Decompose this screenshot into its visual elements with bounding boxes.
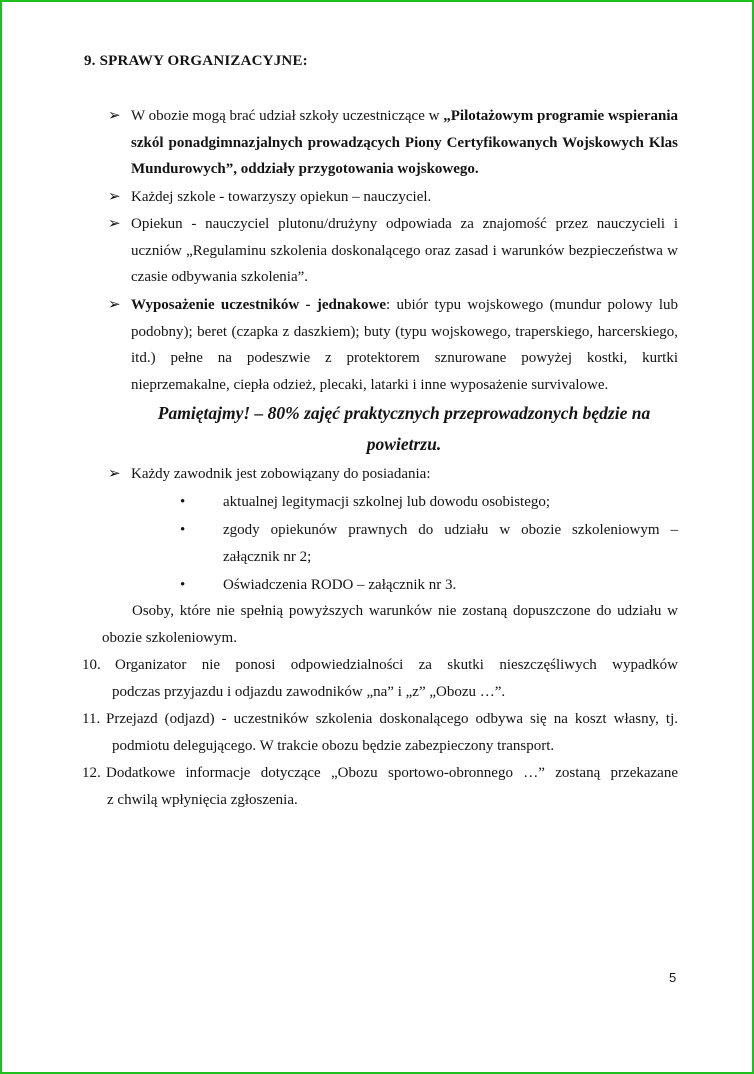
equipment-text [131, 292, 678, 398]
bullet-dot-icon: • [180, 522, 186, 538]
reminder-line-2: powietrzu. [366, 434, 442, 454]
document-item-id [180, 489, 678, 516]
arrow-bullet-icon: ➢ [108, 466, 121, 482]
numbered-item-text [82, 706, 678, 760]
equipment-details: : ubiór typu wojskowego (mundur polowy lub podobny); beret (czapka z daszkiem); buty (typu wojskowego, traperskiego, harcerskiego, itd.) pełne na podeszwie z protektorem sznurowane powyżej kostki, kurtki nieprzemakalne, ciepła odzież, plecaki, latarki i inne wyposażenie survivalowe. [131, 297, 678, 393]
document-text: Oświadczenia RODO – załącznik nr 3. [223, 577, 457, 593]
document-item-rodo [180, 572, 678, 599]
numbered-item-text [82, 652, 678, 706]
bullet-dot-icon: • [180, 494, 186, 510]
item-number: 10. [82, 657, 101, 673]
arrow-bullet-icon: ➢ [108, 108, 121, 124]
section-heading: 9. SPRAWY ORGANIZACYJNE: [84, 53, 308, 69]
documents-intro: Każdy zawodnik jest zobowiązany do posiadania: [131, 466, 431, 482]
participation-intro: W obozie mogą brać udział szkoły uczestniczące w [131, 108, 444, 124]
item-number: 12. [82, 765, 101, 781]
numbered-item-12 [82, 760, 678, 814]
numbered-item-10 [82, 652, 678, 706]
numbered-line-1: Dodatkowe informacje dotyczące „Obozu sportowo-obronnego …” zostaną przekazane [106, 765, 678, 781]
list-item-guardian-duty [108, 211, 678, 291]
list-item-participation [108, 103, 678, 183]
document-item-consent [180, 517, 678, 570]
list-item-documents [108, 461, 678, 488]
arrow-bullet-icon: ➢ [108, 297, 121, 313]
participation-text [131, 103, 678, 183]
arrow-bullet-icon: ➢ [108, 189, 121, 205]
list-item-equipment [108, 292, 678, 398]
numbered-line-rest: podmiotu delegującego. W trakcie obozu będzie zabezpieczony transport. [112, 738, 555, 754]
guardian-text: Każdej szkole - towarzyszy opiekun – nauczyciel. [131, 189, 432, 205]
exclusion-paragraph: Osoby, które nie spełnią powyższych warunków nie zostaną dopuszczone do udziału w obozie szkoleniowym. [102, 603, 678, 646]
numbered-item-11 [82, 706, 678, 760]
equipment-label: Wyposażenie uczestników - jednakowe [131, 297, 387, 313]
list-item-guardian [108, 184, 678, 211]
bullet-dot-icon: • [180, 577, 186, 593]
reminder-line-1: Pamiętajmy! – 80% zajęć praktycznych przeprowadzonych będzie na [157, 403, 651, 423]
document-text: aktualnej legitymacji szkolnej lub dowodu osobistego; [223, 494, 551, 510]
numbered-line-1: Przejazd (odjazd) - uczestników szkolenia doskonalącego odbywa się na koszt własny, tj. [106, 711, 678, 727]
numbered-line-rest: z chwilą wpłynięcia zgłoszenia. [107, 792, 298, 808]
numbered-line-rest: podczas przyjazdu i odjazdu zawodników „na” i „z” „Obozu …”. [112, 684, 506, 700]
item-number: 11. [82, 711, 101, 727]
numbered-line-1: Organizator nie ponosi odpowiedzialności za skutki nieszczęśliwych wypadków [115, 657, 678, 673]
document-text: zgody opiekunów prawnych do udziału w obozie szkoleniowym – załącznik nr 2; [223, 522, 678, 565]
guardian-duty-text: Opiekun - nauczyciel plutonu/drużyny odpowiada za znajomość przez nauczycieli i uczniów „Regulaminu szkolenia doskonalącego oraz zasad i warunków bezpieczeństwa w czasie odbywania szkolenia”. [131, 216, 678, 285]
participation-program: „Pilotażowym programie wspierania szkól ponadgimnazjalnych prowadzących Piony Certyfikowanych Wojskowych Klas Mundurowych”, oddziały przygotowania wojskowego. [131, 108, 678, 177]
arrow-bullet-icon: ➢ [108, 216, 121, 232]
page-number: 5 [669, 970, 677, 985]
numbered-item-text [82, 760, 678, 814]
